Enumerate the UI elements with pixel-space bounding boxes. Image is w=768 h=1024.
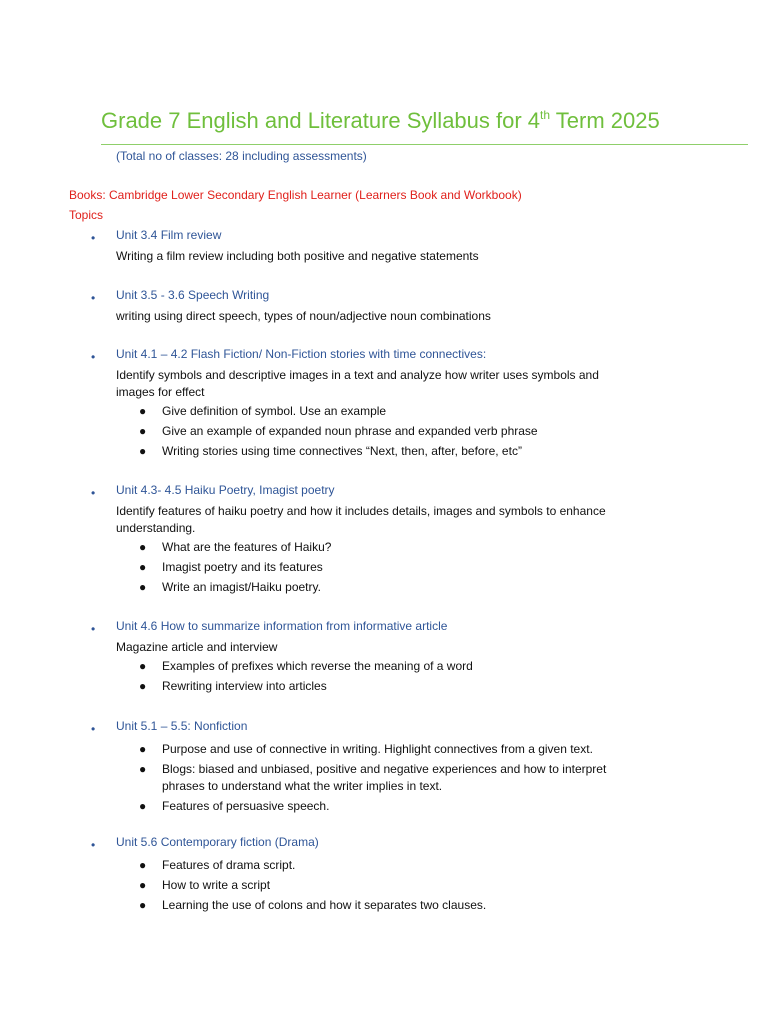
unit-heading: • Unit 4.3- 4.5 Haiku Poetry, Imagist poetry [91,483,335,500]
bullet-icon: ● [139,444,147,458]
bullet-icon: ● [139,878,147,892]
list-item: ● Blogs: biased and unbiased, positive and negative experiences and how to interpret phrases to understand what the writer implies in text. [139,762,607,793]
unit-description: Identify symbols and descriptive images in a text and analyze how writer uses symbols and images for effect [116,368,599,399]
unit-heading: • Unit 4.6 How to summarize information from informative article [91,619,448,636]
page-title [101,108,660,134]
list-item: ● Learning the use of colons and how it separates two clauses. [139,898,487,912]
list-item: ● Examples of prefixes which reverse the meaning of a word [139,659,473,673]
bullet-icon: • [91,350,96,364]
unit-section [0,228,768,265]
topics-label: Topics [69,208,104,222]
unit-section [0,719,768,818]
bullet-icon: • [91,231,96,245]
list-item: ● Imagist poetry and its features [139,560,323,574]
unit-heading: • Unit 5.6 Contemporary fiction (Drama) [91,835,319,852]
list-item: ● Features of drama script. [139,858,296,872]
unit-topic-list [0,539,768,596]
unit-heading: • Unit 4.1 – 4.2 Flash Fiction/ Non-Fiction stories with time connectives: [91,347,487,364]
unit-section [0,288,768,325]
unit-section [0,483,768,599]
list-item: ● Features of persuasive speech. [139,799,330,813]
list-item: ● Purpose and use of connective in writing. Highlight connectives from a given text. [139,742,593,756]
bullet-icon: ● [139,742,147,756]
unit-topic-list [0,741,768,815]
list-item: ● How to write a script [139,878,271,892]
bullet-icon: • [91,486,96,500]
list-item: ● Give definition of symbol. Use an example [139,404,387,418]
bullet-icon: ● [139,580,147,594]
bullet-icon: • [91,722,96,736]
bullet-icon: ● [139,858,147,872]
unit-section [0,347,768,463]
books-line: Books: Cambridge Lower Secondary English Learner (Learners Book and Workbook) [69,188,522,202]
unit-heading: • Unit 3.4 Film review [91,228,222,245]
title-underline [101,144,748,145]
title-term: Term 2025 [550,108,660,133]
unit-section [0,835,768,917]
bullet-icon: • [91,838,96,852]
list-item: ● Give an example of expanded noun phrase and expanded verb phrase [139,424,538,438]
list-item: ● Rewriting interview into articles [139,679,327,693]
unit-description: Writing a film review including both positive and negative statements [116,249,479,263]
bullet-icon: ● [139,424,147,438]
bullet-icon: • [91,622,96,636]
bullet-icon: ● [139,762,147,776]
unit-heading: • Unit 5.1 – 5.5: Nonfiction [91,719,248,736]
unit-description: writing using direct speech, types of noun/adjective noun combinations [116,309,491,323]
bullet-icon: • [91,291,96,305]
class-count-note: (Total no of classes: 28 including assessments) [116,149,367,163]
bullet-icon: ● [139,560,147,574]
title-main: Grade 7 English and Literature Syllabus for 4 [101,108,541,133]
bullet-icon: ● [139,659,147,673]
bullet-icon: ● [139,799,147,813]
unit-description: Magazine article and interview [116,640,278,654]
unit-topic-list [0,857,768,914]
unit-topic-list [0,658,768,695]
unit-description: Identify features of haiku poetry and how it includes details, images and symbols to enhance understanding. [116,504,606,535]
list-item: ● What are the features of Haiku? [139,540,332,554]
title-superscript: th [540,108,551,122]
bullet-icon: ● [139,679,147,693]
bullet-icon: ● [139,898,147,912]
bullet-icon: ● [139,540,147,554]
unit-section [0,619,768,698]
unit-topic-list [0,403,768,460]
bullet-icon: ● [139,404,147,418]
list-item: ● Write an imagist/Haiku poetry. [139,580,321,594]
list-item: ● Writing stories using time connectives “Next, then, after, before, etc” [139,444,522,458]
unit-heading: • Unit 3.5 - 3.6 Speech Writing [91,288,270,305]
